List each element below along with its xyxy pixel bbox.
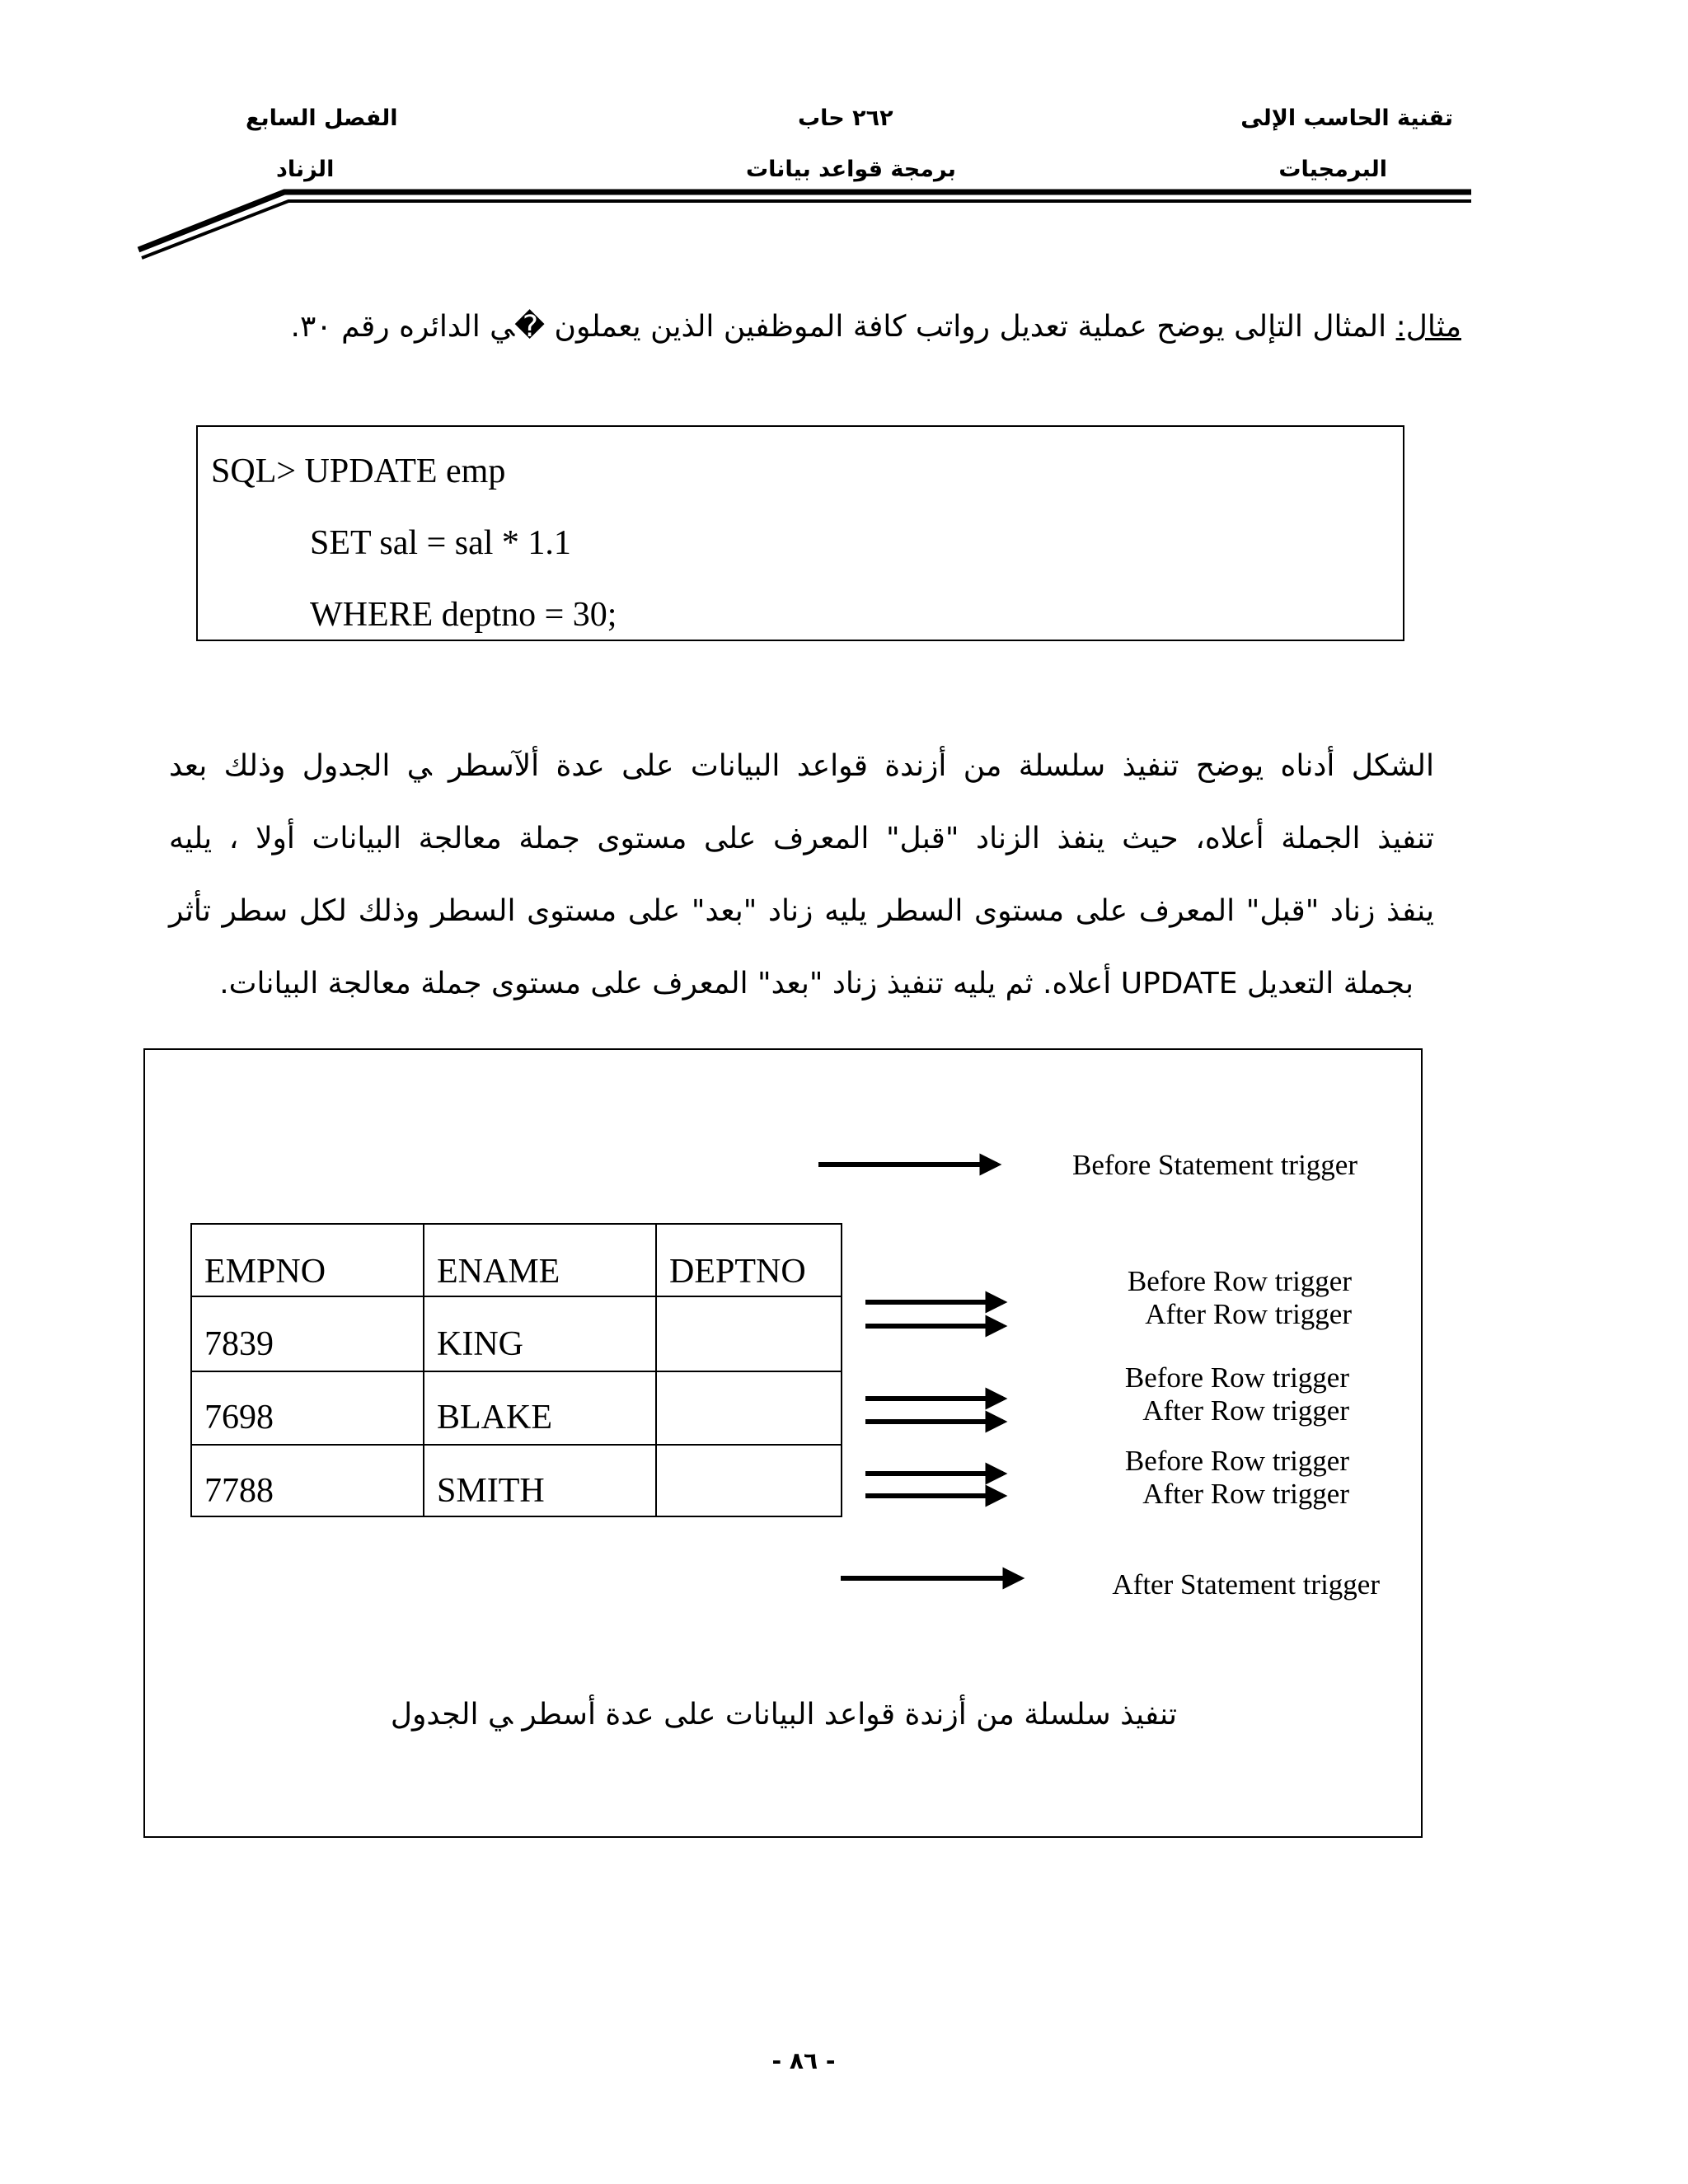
table-header-deptno: DEPTNO <box>669 1253 806 1291</box>
table-cell-ename: KING <box>437 1325 523 1363</box>
code-line-2: SET sal = sal * 1.1 <box>310 524 571 562</box>
header-course-title: تقنية الحاسب الإلى <box>1240 105 1453 131</box>
label-after-row: After Row trigger <box>1142 1478 1349 1510</box>
table-cell-ename: BLAKE <box>437 1399 552 1436</box>
label-before-row: Before Row trigger <box>1124 1361 1349 1394</box>
label-before-row: Before Row trigger <box>1127 1265 1352 1297</box>
example-text: المثال التإلى يوضح عملية تعديل رواتب كافة الموظفين الذين يعملون � <box>514 310 1396 344</box>
table-cell-empno: 7788 <box>204 1472 274 1510</box>
page-number: - ٨٦ - <box>771 2047 836 2074</box>
paragraph-line-3: ينفذ زناد "قبل" المعرف على مستوى السطر يليه زناد "بعد" على مستوى السطر وذلك لكل سطر تأثر <box>169 894 1434 928</box>
table-cell-empno: 7839 <box>204 1325 274 1363</box>
table-cell-ename: SMITH <box>437 1472 545 1510</box>
header-code: ٢٦٢ حاب <box>798 105 893 131</box>
header-department: البرمجيات <box>1278 157 1387 182</box>
code-line-1: SQL> UPDATE emp <box>211 452 506 490</box>
label-before-statement: Before Statement trigger <box>1072 1149 1357 1181</box>
label-after-row: After Row trigger <box>1142 1394 1349 1427</box>
header-topic: الزناد <box>276 157 335 182</box>
paragraph-line-2: تنفيذ الجملة أعلاه، حيث ينفذ الزناد "قبل" المعرف على مستوى جملة معالجة البيانات أولا ، يليه <box>169 822 1434 855</box>
table-header-ename: ENAME <box>437 1253 560 1291</box>
paragraph-line-1: الشكل أدناه يوضح تنفيذ سلسلة من أزندة قواعد البيانات على عدة ألآسطر ﻲ الجدول وذلك بعد <box>169 749 1434 783</box>
header-subject: برمجة قواعد بيانات <box>746 157 956 182</box>
paragraph-line-4: بجملة التعديل UPDATE أعلاه. ثم يليه تنفيذ زناد "بعد" المعرف على مستوى جملة معالجة البيانات. <box>219 967 1414 1001</box>
label-after-row: After Row trigger <box>1145 1298 1352 1330</box>
table-cell-empno: 7698 <box>204 1399 274 1436</box>
code-line-3: WHERE deptno = 30; <box>310 596 617 634</box>
label-after-statement: After Statement trigger <box>1112 1568 1380 1601</box>
example-label: مثال: <box>1395 310 1461 344</box>
header-chapter: الفصل السابع <box>246 105 398 131</box>
table-header-empno: EMPNO <box>204 1253 326 1291</box>
figure-caption: تنفيذ سلسلة من أزندة قواعد البيانات على عدة أسطر ﻲ الجدول <box>390 1698 1177 1732</box>
label-before-row: Before Row trigger <box>1124 1445 1349 1477</box>
example-end: ﻲ الدائره رقم ٣٠. <box>290 310 515 344</box>
